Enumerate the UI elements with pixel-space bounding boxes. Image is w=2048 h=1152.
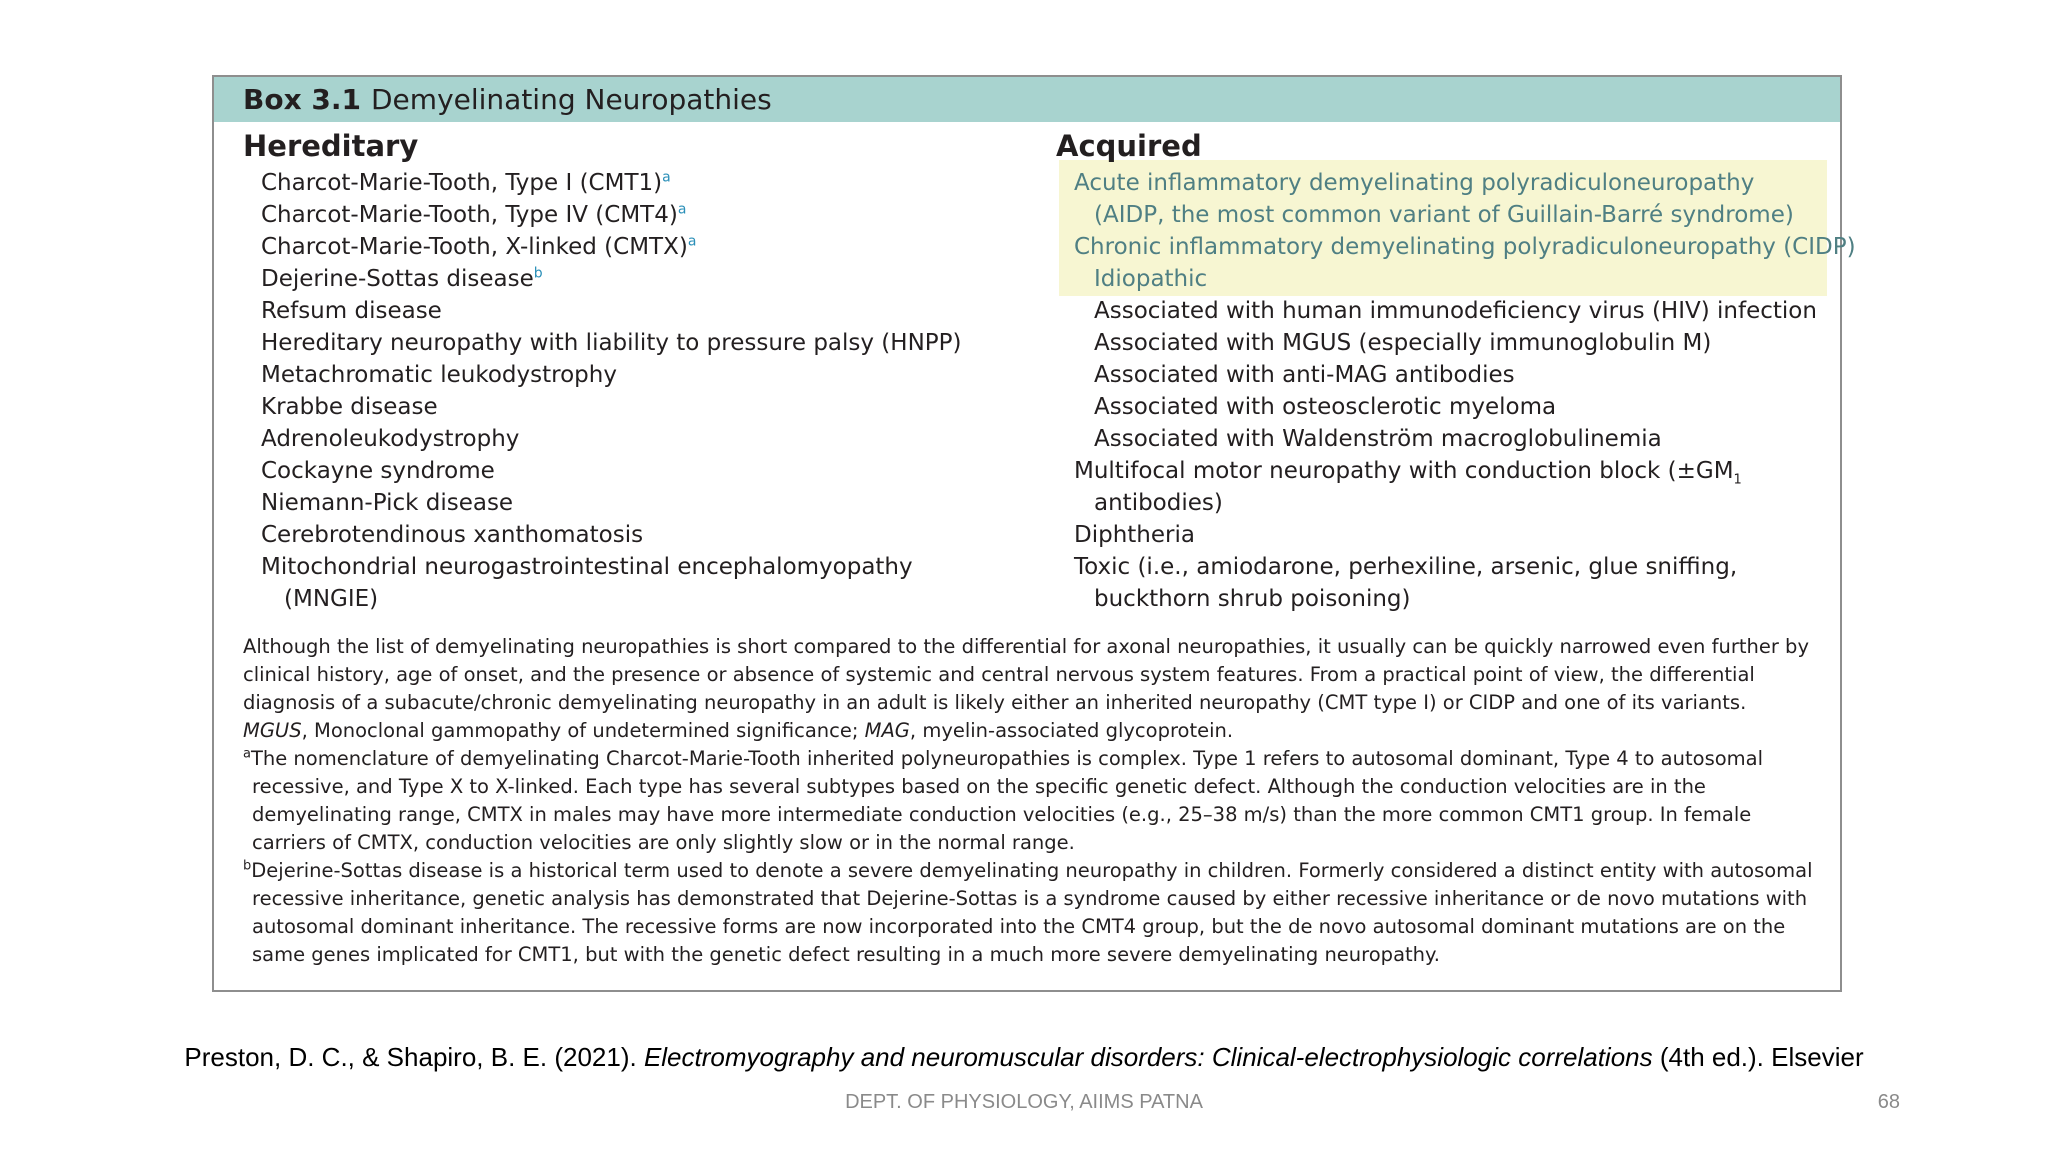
list-item-highlighted: Chronic inflammatory demyelinating polyradiculoneuropathy (CIDP)	[1074, 234, 1856, 260]
footnote-mark: a	[677, 201, 687, 218]
list-item: Dejerine-Sottas disease$^b$	[261, 265, 543, 292]
list-item: Toxic (i.e., amiodarone, perhexiline, arsenic, glue sniffing,	[1074, 554, 1738, 580]
abbreviations: MGUS, Monoclonal gammopathy of undetermined significance; MAG, myelin-associated glycoprotein.	[243, 719, 1234, 742]
footnote-mark: a	[687, 233, 697, 250]
list-item: Associated with human immunodeficiency virus (HIV) infection	[1094, 298, 1817, 324]
footnote-b: $^b$Dejerine-Sottas disease is a historical term used to denote a severe demyelinating neuropathy in children. Formerly considered a distinct entity with autosomal recessive inheritance, genetic analysis has demonstrated that Dejerine-Sottas is a syndrome caused by either recessive inheritance or de novo mutations with autosomal dominant inheritance. The recessive forms are now incorporated into the CMT4 group, but the de novo autosomal dominant mutations are on the same genes implicated for CMT1, but with the genetic defect resulting in a much more severe demyelinating neuropathy.	[243, 858, 1813, 966]
list-item: Associated with MGUS (especially immunoglobulin M)	[1094, 330, 1712, 356]
acquired-column	[1056, 127, 1856, 615]
list-item: Diphtheria	[1074, 522, 1195, 548]
list-item: Krabbe disease	[261, 394, 438, 420]
subscript: 1	[1733, 472, 1742, 488]
list-item-continuation: antibodies)	[1094, 490, 1223, 516]
list-item-continuation: (MNGIE)	[284, 586, 379, 612]
list-item: Cockayne syndrome	[261, 458, 495, 484]
list-item: Refsum disease	[261, 298, 442, 324]
list-item-highlighted: Acute inflammatory demyelinating polyradiculoneuropathy	[1074, 170, 1755, 196]
footnote-mark: b	[533, 265, 543, 282]
hereditary-heading: Hereditary	[243, 129, 419, 163]
box-title: Demyelinating Neuropathies	[371, 83, 772, 116]
box-header	[214, 77, 1840, 122]
list-item-highlighted: Idiopathic	[1094, 266, 1208, 292]
demyelinating-neuropathies-box	[212, 75, 1856, 992]
box-number: Box 3.1	[243, 83, 361, 116]
acquired-heading: Acquired	[1056, 129, 1202, 163]
list-item: Associated with osteosclerotic myeloma	[1094, 394, 1557, 420]
page-number: 68	[1877, 1091, 1900, 1113]
footer-department: DEPT. OF PHYSIOLOGY, AIIMS PATNA	[845, 1091, 1203, 1113]
list-item: Hereditary neuropathy with liability to pressure palsy (HNPP)	[261, 330, 962, 356]
list-item: Adrenoleukodystrophy	[261, 426, 520, 452]
hereditary-column	[243, 127, 1023, 615]
list-item: Charcot-Marie-Tooth, Type IV $(CMT4)^a$	[261, 201, 687, 228]
list-item: Cerebrotendinous xanthomatosis	[261, 522, 644, 548]
list-item: Metachromatic leukodystrophy	[261, 362, 617, 388]
list-item: Niemann-Pick disease	[261, 490, 514, 516]
hereditary-list	[243, 167, 1023, 615]
citation: Preston, D. C., & Shapiro, B. E. (2021). Electromyography and neuromuscular disorders: Clinical-electrophysiologic correlations (4th ed.). Elsevier	[184, 1042, 1864, 1072]
footnote-mark: a	[662, 169, 671, 186]
footnote-a: $^a$The nomenclature of demyelinating Charcot-Marie-Tooth inherited polyneuropathies is complex. Type 1 refers to autosomal dominant, Type 4 to autosomal recessive, and Type X to X-linked. Each type has several subtypes based on the specific genetic defect. Although the conduction velocities are in the demyelinating range, CMTX in males may have more intermediate conduction velocities (e.g., 25–38 m/s) than the more common CMT1 group. In female carriers of CMTX, conduction velocities are only slightly slow or in the normal range.	[243, 746, 1764, 854]
list-item: Charcot-Marie-Tooth, X-linked (CMTX)$^a$	[261, 233, 697, 260]
acquired-list	[1056, 167, 1856, 615]
list-item: Mitochondrial neurogastrointestinal encephalomyopathy	[261, 554, 913, 580]
summary-paragraph: Although the list of demyelinating neuropathies is short compared to the differential for axonal neuropathies, it usually can be quickly narrowed even further by clinical history, age of onset, and the presence or absence of systemic and central nervous system features. From a practical point of view, the differential diagnosis of a subacute/chronic demyelinating neuropathy in an adult is likely either an inherited neuropathy (CMT type I) or CIDP and one of its variants.	[243, 635, 1809, 714]
list-item-highlighted: (AIDP, the most common variant of Guillain-Barré syndrome)	[1094, 202, 1794, 228]
list-item-continuation: buckthorn shrub poisoning)	[1094, 586, 1411, 612]
list-item: Associated with Waldenström macroglobulinemia	[1094, 426, 1662, 452]
list-item: Charcot-Marie-Tooth, Type I $(CMT1)^a$	[261, 169, 671, 196]
list-item: Multifocal motor neuropathy with conduction block ($\pm GM_1$	[1074, 458, 1742, 488]
list-item: Associated with anti-MAG antibodies	[1094, 362, 1515, 388]
box-notes	[243, 633, 1813, 969]
